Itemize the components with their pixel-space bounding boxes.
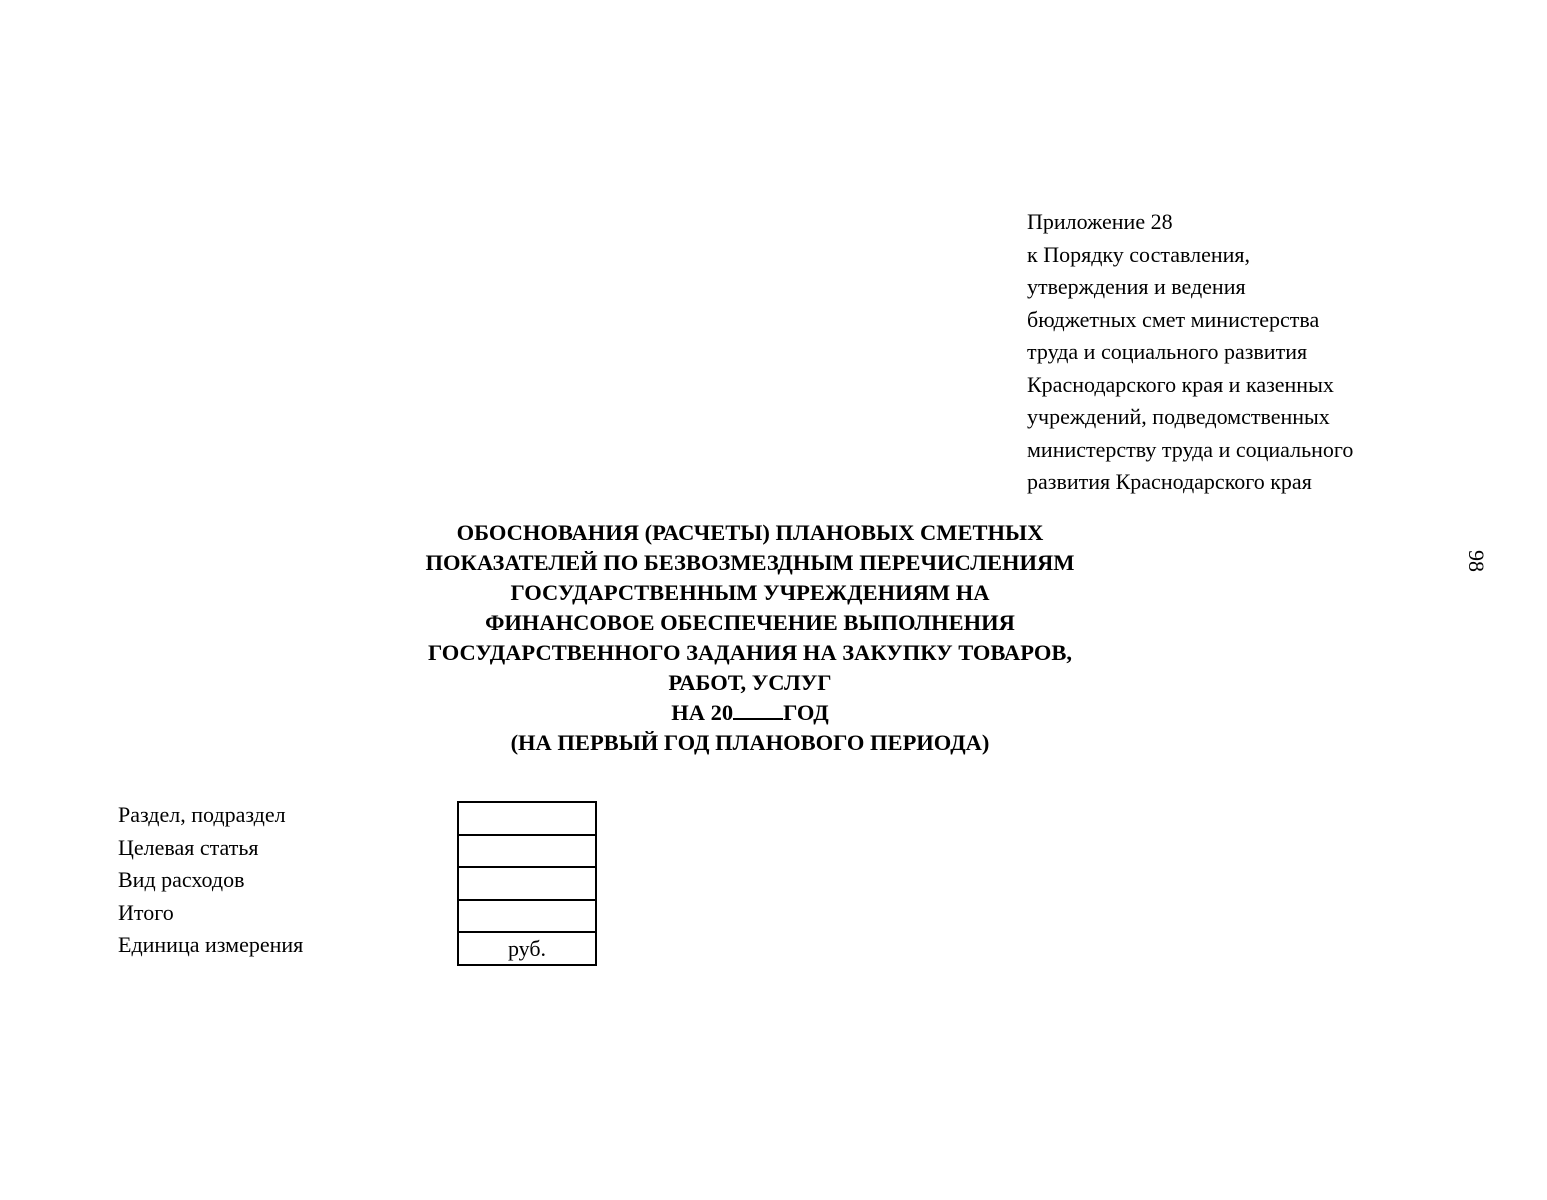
annex-line: к Порядку составления, <box>1027 241 1250 267</box>
form-value-cell[interactable]: руб. <box>459 931 595 964</box>
title-year-line <box>300 698 1200 728</box>
annex-line: Краснодарского края и казенных <box>1027 371 1334 397</box>
annex-header <box>1027 206 1353 499</box>
year-blank[interactable] <box>733 698 783 720</box>
document-title <box>300 518 1200 758</box>
annex-line: Приложение 28 <box>1027 209 1173 234</box>
form-labels <box>118 799 303 962</box>
annex-line: учреждений, подведомственных <box>1027 404 1330 429</box>
form-value-box <box>457 801 597 966</box>
title-line: ФИНАНСОВОЕ ОБЕСПЕЧЕНИЕ ВЫПОЛНЕНИЯ <box>485 610 1015 635</box>
annex-line: развития Краснодарского края <box>1027 469 1312 494</box>
title-line: ГОСУДАРСТВЕННОГО ЗАДАНИЯ НА ЗАКУПКУ ТОВАРОВ, <box>427 640 1073 665</box>
year-prefix: НА 20 <box>671 700 734 725</box>
title-line: РАБОТ, УСЛУГ <box>668 670 832 695</box>
form-label: Целевая статья <box>118 834 259 860</box>
year-suffix: ГОД <box>783 700 829 725</box>
form-value-cell[interactable] <box>459 834 595 867</box>
form-value-cell[interactable] <box>459 899 595 932</box>
title-line: ОБОСНОВАНИЯ (РАСЧЕТЫ) ПЛАНОВЫХ СМЕТНЫХ <box>456 520 1044 545</box>
annex-line: бюджетных смет министерства <box>1027 306 1320 332</box>
form-value-cell[interactable] <box>459 803 595 834</box>
annex-line: утверждения и ведения <box>1027 274 1246 299</box>
page-number: 98 <box>1464 550 1489 572</box>
title-line: ПОКАЗАТЕЛЕЙ ПО БЕЗВОЗМЕЗДНЫМ ПЕРЕЧИСЛЕНИЯМ <box>425 550 1075 575</box>
form-label: Вид расходов <box>118 867 245 892</box>
title-period: (НА ПЕРВЫЙ ГОД ПЛАНОВОГО ПЕРИОДА) <box>510 730 990 755</box>
annex-line: труда и социального развития <box>1027 339 1308 364</box>
annex-line: министерству труда и социального <box>1027 436 1354 462</box>
form-label: Итого <box>118 899 174 925</box>
form-value-cell[interactable] <box>459 866 595 899</box>
title-line: ГОСУДАРСТВЕННЫМ УЧРЕЖДЕНИЯМ НА <box>510 580 990 605</box>
form-label: Единица измерения <box>118 932 304 957</box>
form-label: Раздел, подраздел <box>118 802 286 827</box>
